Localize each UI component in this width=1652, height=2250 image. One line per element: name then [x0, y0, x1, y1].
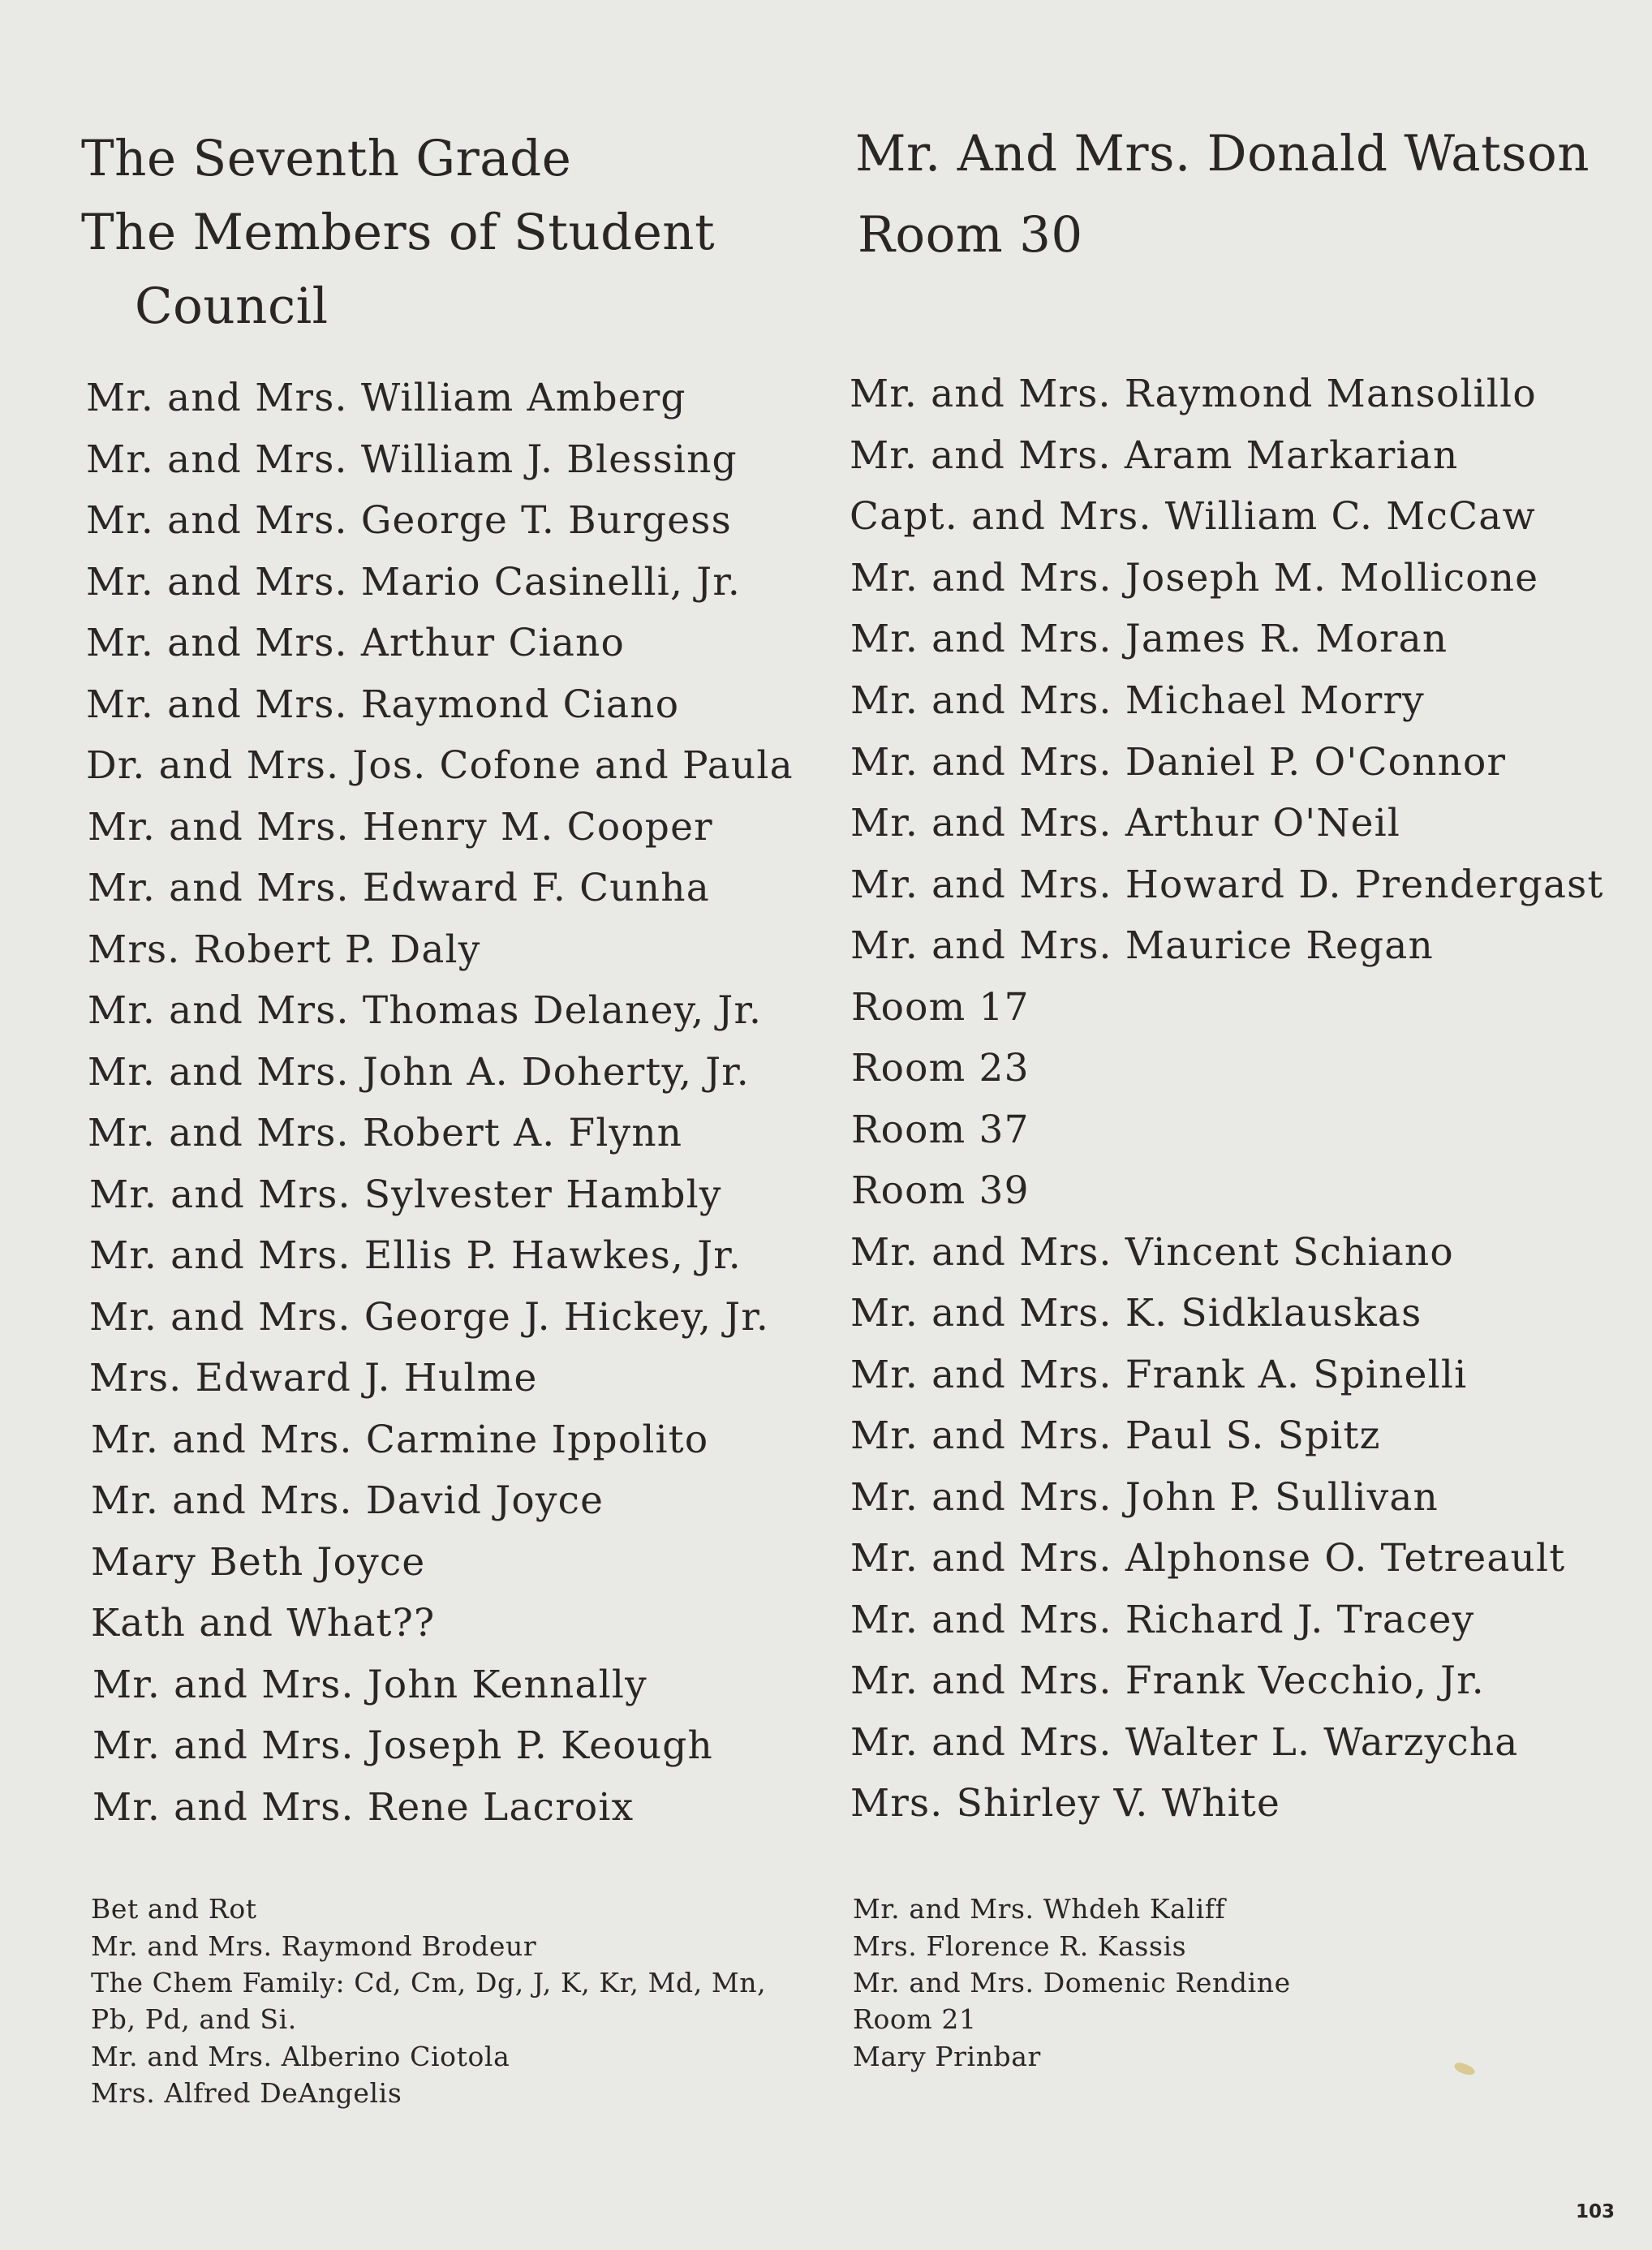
patron-entry: Mr. and Mrs. Arthur Ciano: [86, 621, 626, 665]
patron-entry: Mr. and Mrs. Aram Markarian: [850, 433, 1459, 478]
right-heading-line: Mr. And Mrs. Donald Watson: [855, 125, 1590, 183]
patron-entry: Mr. and Mrs. Vincent Schiano: [850, 1230, 1454, 1275]
patron-entry: Mary Beth Joyce: [91, 1540, 426, 1585]
patron-entry: Mr. and Mrs. Richard J. Tracey: [850, 1598, 1475, 1642]
small-patron-entry: Mrs. Florence R. Kassis: [853, 1930, 1187, 1962]
patron-entry: Mr. and Mrs. Daniel P. O'Connor: [850, 740, 1507, 785]
patron-entry: Mr. and Mrs. Joseph M. Mollicone: [850, 556, 1539, 600]
small-patron-entry: Mr. and Mrs. Raymond Brodeur: [91, 1930, 537, 1962]
patron-entry: Mr. and Mrs. Joseph P. Keough: [92, 1723, 713, 1768]
page-number: 103: [1576, 2201, 1615, 2222]
patron-entry: Mr. and Mrs. William Amberg: [86, 376, 686, 420]
small-patron-entry: Mary Prinbar: [853, 2041, 1041, 2072]
small-patron-entry: Mr. and Mrs. Domenic Rendine: [853, 1967, 1291, 1998]
patron-entry: Mr. and Mrs. Rene Lacroix: [92, 1785, 635, 1830]
patron-entry: Kath and What??: [91, 1601, 436, 1646]
patron-entry: Mr. and Mrs. Arthur O'Neil: [850, 801, 1401, 845]
patron-entry: Mr. and Mrs. Mario Casinelli, Jr.: [86, 560, 741, 604]
patron-entry: Mr. and Mrs. Raymond Mansolillo: [850, 372, 1537, 416]
patron-entry: Mr. and Mrs. K. Sidklauskas: [850, 1291, 1422, 1336]
paper-speck: [1453, 2060, 1477, 2078]
patron-entry: Mr. and Mrs. George J. Hickey, Jr.: [89, 1295, 769, 1340]
patron-entry: Room 17: [851, 985, 1030, 1030]
small-patron-entry: The Chem Family: Cd, Cm, Dg, J, K, Kr, Md, Mn,: [91, 1967, 767, 1998]
patron-entry: Mr. and Mrs. Howard D. Prendergast: [850, 863, 1604, 907]
patron-entry: Mr. and Mrs. George T. Burgess: [86, 498, 732, 543]
patron-entry: Mr. and Mrs. Frank Vecchio, Jr.: [850, 1658, 1485, 1703]
small-patron-entry: Mr. and Mrs. Alberino Ciotola: [91, 2041, 510, 2072]
patron-entry: Mr. and Mrs. Ellis P. Hawkes, Jr.: [89, 1233, 742, 1278]
left-heading-line: The Seventh Grade: [81, 130, 572, 187]
patron-entry: Room 37: [851, 1108, 1030, 1152]
patron-entry: Mr. and Mrs. John A. Doherty, Jr.: [88, 1050, 750, 1095]
patron-entry: Mr. and Mrs. Frank A. Spinelli: [850, 1353, 1468, 1397]
small-patron-entry: Mrs. Alfred DeAngelis: [91, 2077, 402, 2109]
patron-entry: Mr. and Mrs. Carmine Ippolito: [91, 1418, 709, 1462]
patron-entry: Mr. and Mrs. John Kennally: [92, 1663, 647, 1707]
patron-entry: Room 39: [851, 1168, 1030, 1213]
patron-entry: Room 23: [851, 1046, 1030, 1091]
patron-entry: Capt. and Mrs. William C. McCaw: [850, 494, 1536, 539]
patron-entry: Mr. and Mrs. William J. Blessing: [86, 437, 738, 482]
patron-entry: Mr. and Mrs. John P. Sullivan: [850, 1475, 1439, 1520]
patron-entry: Mr. and Mrs. Walter L. Warzycha: [850, 1720, 1519, 1765]
patron-entry: Mr. and Mrs. Michael Morry: [850, 678, 1425, 723]
small-patron-entry: Bet and Rot: [91, 1893, 257, 1925]
patron-entry: Mrs. Robert P. Daly: [88, 927, 481, 972]
patron-entry: Mr. and Mrs. Thomas Delaney, Jr.: [88, 988, 763, 1033]
patron-entry: Mr. and Mrs. Sylvester Hambly: [89, 1172, 722, 1217]
patron-entry: Mr. and Mrs. Paul S. Spitz: [850, 1413, 1381, 1458]
patron-entry: Mr. and Mrs. Maurice Regan: [850, 923, 1434, 968]
patron-entry: Mr. and Mrs. Henry M. Cooper: [88, 805, 713, 850]
patron-entry: Mr. and Mrs. Alphonse O. Tetreault: [850, 1536, 1566, 1581]
patron-entry: Mr. and Mrs. Edward F. Cunha: [88, 866, 710, 910]
patron-entry: Mr. and Mrs. Robert A. Flynn: [88, 1111, 683, 1155]
patron-entry: Mrs. Edward J. Hulme: [89, 1356, 538, 1400]
small-patron-entry: Mr. and Mrs. Whdeh Kaliff: [853, 1893, 1226, 1925]
patron-entry: Mr. and Mrs. James R. Moran: [850, 617, 1448, 661]
small-patron-entry: Room 21: [853, 2003, 977, 2035]
patron-entry: Mr. and Mrs. Raymond Ciano: [86, 682, 680, 727]
patron-entry: Mrs. Shirley V. White: [850, 1781, 1281, 1826]
left-heading-line: The Members of Student: [81, 204, 716, 261]
patron-entry: Dr. and Mrs. Jos. Cofone and Paula: [86, 743, 794, 788]
left-heading-line: Council: [135, 277, 329, 335]
small-patron-entry: Pb, Pd, and Si.: [91, 2003, 297, 2035]
right-heading-line: Room 30: [858, 206, 1083, 264]
patron-entry: Mr. and Mrs. David Joyce: [91, 1478, 604, 1523]
